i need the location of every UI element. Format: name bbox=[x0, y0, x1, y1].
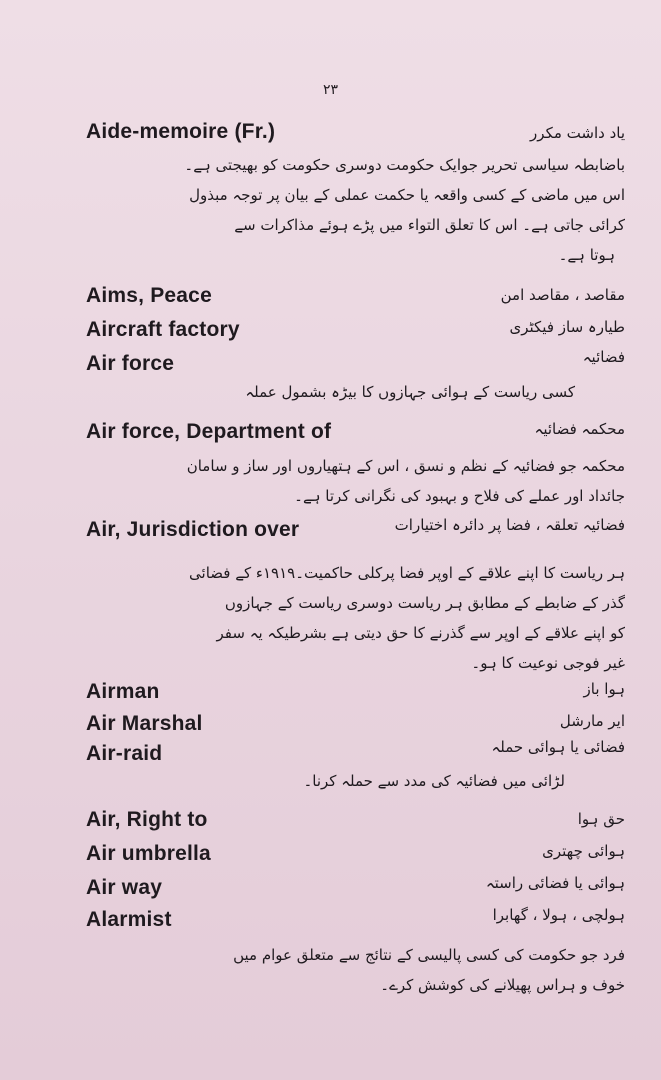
definition-air-raid bbox=[65, 766, 625, 796]
urdu-aide-memoire: یاد داشت مکرر bbox=[530, 124, 625, 142]
term-aims-peace: Aims, Peace bbox=[86, 284, 212, 307]
definition-aide-memoire bbox=[65, 150, 625, 270]
definition-line: فرد جو حکومت کی کسی پالیسی کے نتائج سے متعلق عوام میں bbox=[233, 946, 625, 964]
urdu-aims-peace: مقاصد ، مقاصد امن bbox=[500, 286, 625, 304]
definition-line: باضابطہ سیاسی تحریر جوایک حکومت دوسری حکومت کو بھیجتی ہے۔ bbox=[184, 156, 625, 174]
term-aide-memoire: Aide-memoire (Fr.) bbox=[86, 120, 276, 143]
definition-line: ہر ریاست کا اپنے علاقے کے اوپر فضا پرکلی حاکمیت۔۱۹۱۹ء کے فضائی bbox=[189, 564, 625, 582]
urdu-air-marshal: ایر مارشل bbox=[559, 712, 625, 730]
urdu-air-right-to: حق ہوا bbox=[577, 810, 625, 828]
urdu-air-force-department: محکمہ فضائیہ bbox=[534, 420, 625, 438]
definition-line: اس میں ماضی کے کسی واقعہ یا حکمت عملی کے بیان پر توجہ مبذول bbox=[189, 186, 625, 204]
term-alarmist: Alarmist bbox=[86, 908, 172, 931]
definition-line: جائداد اور عملے کی فلاح و بہبود کی نگرانی کرتا ہے۔ bbox=[294, 487, 625, 505]
term-air-marshal: Air Marshal bbox=[86, 712, 203, 735]
term-air-way: Air way bbox=[86, 876, 163, 899]
term-air-umbrella: Air umbrella bbox=[86, 842, 211, 865]
definition-line: کرائی جاتی ہے۔ اس کا تعلق التواء میں پڑے ہوئے مذاکرات سے bbox=[234, 216, 625, 234]
term-air-force-department: Air force, Department of bbox=[86, 420, 332, 443]
definition-air-force-department bbox=[65, 451, 625, 511]
definition-air-force bbox=[65, 377, 625, 407]
term-air-force: Air force bbox=[86, 352, 175, 375]
urdu-air-umbrella: ہوائی چھتری bbox=[542, 842, 625, 860]
term-aircraft-factory: Aircraft factory bbox=[86, 318, 240, 341]
urdu-aircraft-factory: طیارہ ساز فیکٹری bbox=[509, 318, 625, 336]
term-airman: Airman bbox=[86, 680, 160, 703]
urdu-air-way: ہوائی یا فضائی راستہ bbox=[485, 874, 625, 892]
urdu-air-force: فضائیہ bbox=[582, 348, 625, 366]
urdu-alarmist: ہولچی ، ہولا ، گھابرا bbox=[492, 906, 625, 924]
definition-air-jurisdiction bbox=[65, 558, 625, 678]
term-air-raid: Air-raid bbox=[86, 742, 163, 765]
definition-line: لڑائی میں فضائیہ کی مدد سے حملہ کرنا۔ bbox=[303, 772, 565, 790]
definition-line: غیر فوجی نوعیت کا ہو۔ bbox=[471, 654, 625, 672]
page-number: ۲۳ bbox=[322, 82, 339, 98]
urdu-air-jurisdiction: فضائیہ تعلقہ ، فضا پر دائرہ اختیارات bbox=[394, 516, 625, 534]
definition-line: محکمہ جو فضائیہ کے نظم و نسق ، اس کے ہتھیاروں اور ساز و سامان bbox=[186, 457, 625, 475]
definition-alarmist bbox=[65, 940, 625, 1000]
definition-line: خوف و ہراس پھیلانے کی کوشش کرے۔ bbox=[380, 976, 625, 994]
definition-line: ہوتا ہے۔ bbox=[558, 246, 615, 264]
definition-line: کسی ریاست کے ہوائی جہازوں کا بیڑہ بشمول عملہ bbox=[245, 383, 575, 401]
term-air-jurisdiction: Air, Jurisdiction over bbox=[86, 518, 300, 541]
definition-line: گذر کے ضابطے کے مطابق ہر ریاست دوسری ریاست کے جہازوں bbox=[224, 594, 625, 612]
urdu-air-raid: فضائی یا ہوائی حملہ bbox=[491, 738, 625, 756]
definition-line: کو اپنے علاقے کے اوپر سے گذرنے کا حق دیتی ہے بشرطیکہ یہ سفر bbox=[216, 624, 625, 642]
urdu-airman: ہوا باز bbox=[583, 680, 625, 698]
term-air-right-to: Air, Right to bbox=[86, 808, 208, 831]
